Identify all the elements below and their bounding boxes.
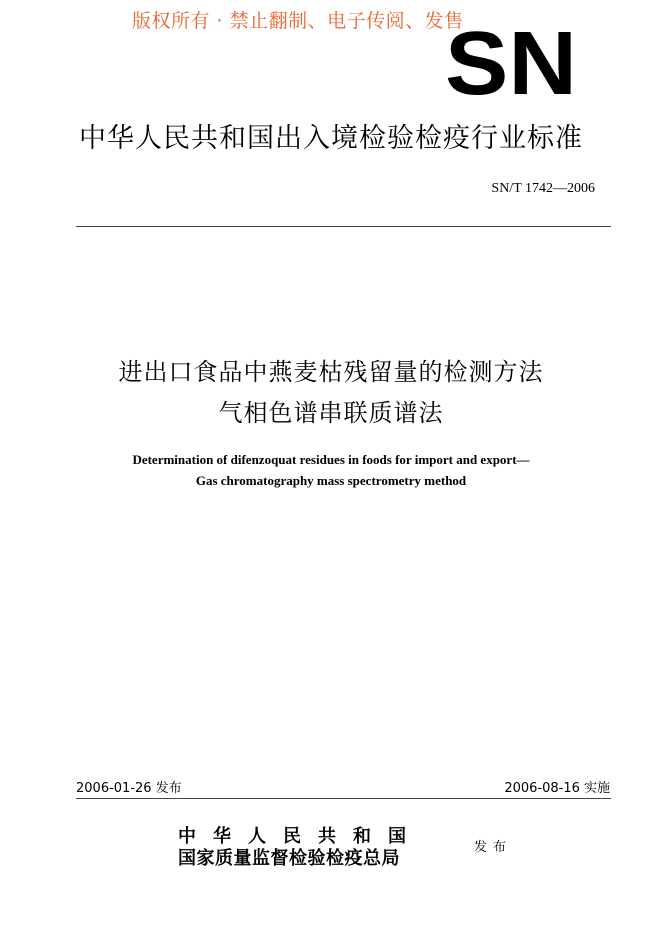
title-zh-line1: 进出口食品中燕麦枯残留量的检测方法 <box>118 358 544 386</box>
sn-logo <box>445 24 577 100</box>
publish-label: 发布 <box>474 840 513 855</box>
bottom-divider <box>76 798 611 799</box>
top-divider <box>76 226 611 227</box>
title-en-line1: Determination of difenzoquat residues in foods for import and export— <box>132 452 530 467</box>
issuer-org1: 中华人民共和国 <box>178 826 423 847</box>
issuer-block <box>178 826 423 870</box>
standard-number: SN/T 1742—2006 <box>491 181 595 196</box>
issuer-org2: 国家质量监督检验检疫总局 <box>178 848 400 869</box>
implement-date: 2006-08-16 实施 <box>504 781 610 796</box>
standard-category: 中华人民共和国出入境检验检疫行业标准 <box>79 123 583 154</box>
copyright-watermark: 版权所有 · 禁止翻制、电子传阅、发售 <box>132 10 464 32</box>
issue-date: 2006-01-26 发布 <box>76 781 182 796</box>
title-zh-line2: 气相色谱串联质谱法 <box>218 399 444 427</box>
title-en-line2: Gas chromatography mass spectrometry method <box>195 473 467 488</box>
sn-logo-text: SN <box>445 24 577 100</box>
